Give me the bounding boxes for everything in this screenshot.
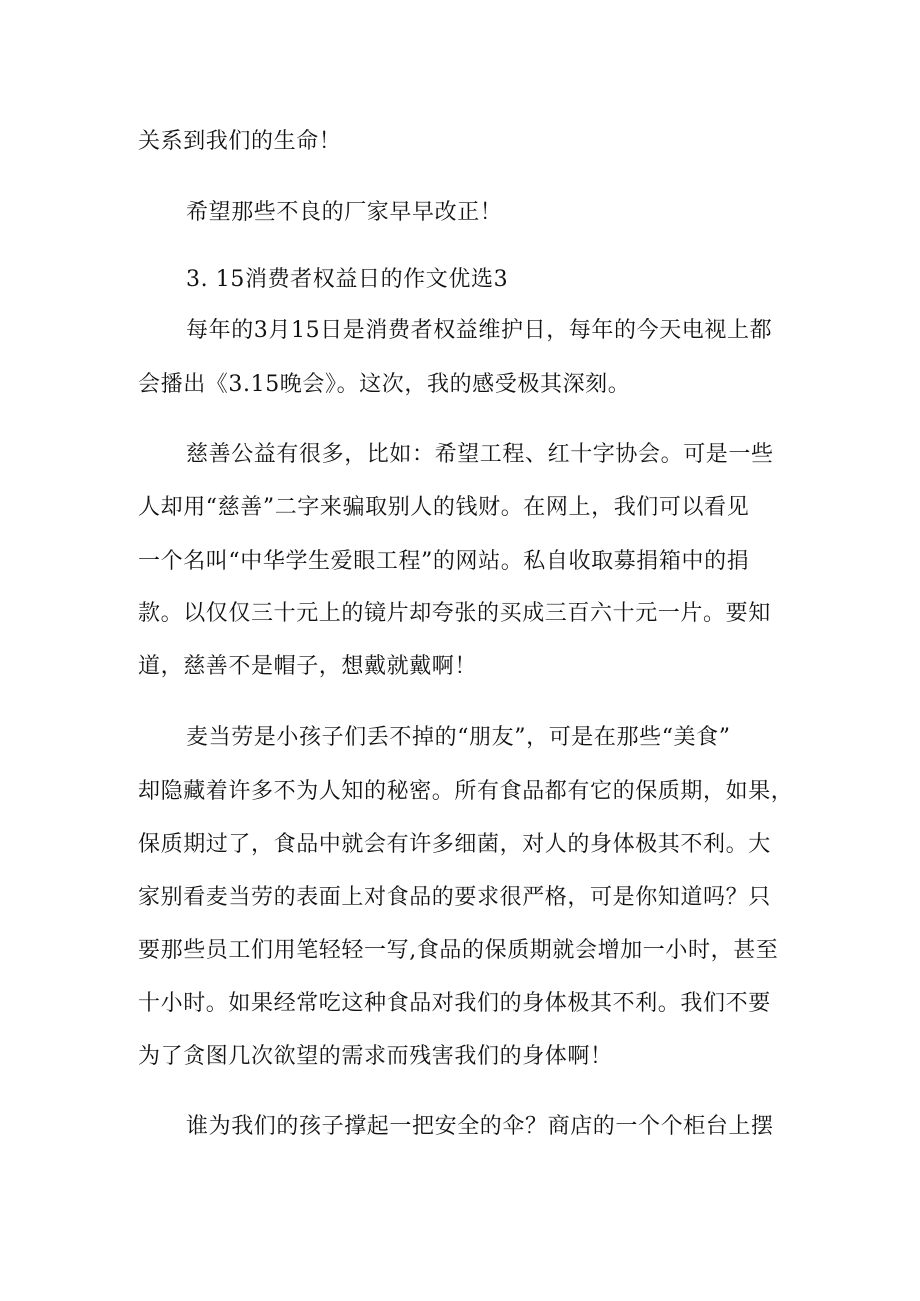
text-line: 为了贪图几次欲望的需求而残害我们的身体啊！: [138, 1044, 613, 1069]
section-heading: 3. 15消费者权益日的作文优选3: [186, 267, 509, 292]
text-line: 希望那些不良的厂家早早改正！: [186, 200, 503, 225]
text-line: 款。以仅仅三十元上的镜片却夸张的买成三百六十元一片。要知: [138, 601, 771, 626]
text-line: 道，慈善不是帽子，想戴就戴啊！: [138, 654, 478, 679]
text-line: 慈善公益有很多，比如：希望工程、红十字协会。可是一些: [186, 442, 774, 467]
text-line: 十小时。如果经常吃这种食品对我们的身体极其不利。我们不要: [138, 991, 771, 1016]
text-line: 关系到我们的生命！: [138, 129, 342, 154]
text-line: 却隐藏着许多不为人知的秘密。所有食品都有它的保质期，如果，: [138, 779, 794, 804]
text-line: 要那些员工们用笔轻轻一写,食品的保质期就会增加一小时，甚至: [138, 938, 779, 963]
text-line: 人却用“慈善”二字来骗取别人的钱财。在网上，我们可以看见: [138, 495, 750, 520]
text-line: 麦当劳是小孩子们丢不掉的“朋友”，可是在那些“美食”: [186, 725, 731, 750]
text-line: 家别看麦当劳的表面上对食品的要求很严格，可是你知道吗？只: [138, 885, 771, 910]
text-line: 会播出《3.15晚会》。这次，我的感受极其深刻。: [138, 372, 631, 397]
text-line: 每年的3月15日是消费者权益维护日，每年的今天电视上都: [186, 318, 773, 343]
text-line: 谁为我们的孩子撑起一把安全的伞？商店的一个个柜台上摆: [186, 1114, 774, 1139]
text-line: 一个名叫“中华学生爱眼工程”的网站。私自收取募捐箱中的捐: [138, 549, 750, 574]
text-line: 保质期过了，食品中就会有许多细菌，对人的身体极其不利。大: [138, 832, 771, 857]
